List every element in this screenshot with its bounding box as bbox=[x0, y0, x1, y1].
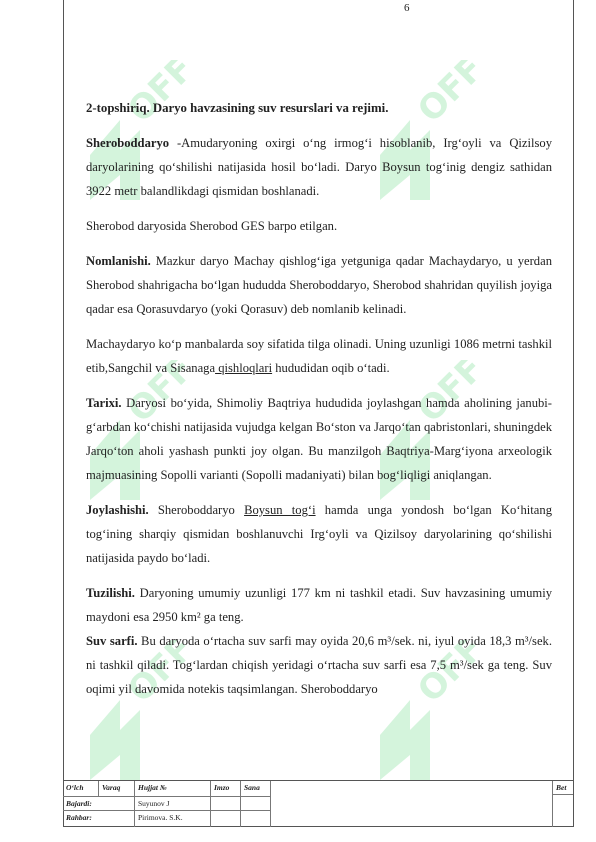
paragraph-discharge: Suv sarfi. Bu daryoda o‘rtacha suv sarfi may oyida 20,6 m³/sek. ni, iyul oyida 18,3 m³/sek. ni tashkil qiladi. Tog‘lardan chiqish yeridagi o‘rtacha suv sarfi esa 7,5 m³/sek ga teng. Suv oqimi yil davomida notekis taqsimlangan. Sheroboddaryo bbox=[86, 634, 552, 696]
varaq-header: Varaq bbox=[99, 781, 135, 797]
rahbar-sana bbox=[241, 811, 271, 827]
svg-text:OFF: OFF bbox=[410, 640, 480, 711]
document-body bbox=[86, 96, 552, 701]
hujjat-header: Hujjat № bbox=[135, 781, 211, 797]
section-heading: Suv sarfi. bbox=[86, 634, 138, 648]
bajardi-imzo bbox=[211, 797, 241, 811]
sana-header: Sana bbox=[241, 781, 271, 797]
paragraph-history: Tarixi. Daryosi bo‘yida, Shimoliy Baqtriya hududida joylashgan hamda aholining janubi-g‘arbdan ko‘chishi natijasida vujudga kelgan Bo‘ston va Jarqo‘tan qabristonlari, shuningdek Jarqo‘ton aholi yashash punkti joy olgan. Bu manzilgoh Baqtriya-Marg‘iyona arxeologik majmuasining Sopolli varianti (Sopolli madaniyati) bilan bog‘liqligi aniqlangan. bbox=[86, 396, 552, 482]
svg-text:OFF: OFF bbox=[120, 60, 190, 131]
section-heading: Tarixi. bbox=[86, 396, 122, 410]
section-heading: Tuzilishi. bbox=[86, 586, 135, 600]
bajardi-label: Bajardi: bbox=[63, 797, 135, 811]
rahbar-imzo bbox=[211, 811, 241, 827]
page-number: 6 bbox=[404, 2, 410, 14]
lead-term: Sheroboddaryo bbox=[86, 136, 170, 150]
paragraph-naming: Nomlanishi. Mazkur daryo Machay qishlog‘iga yetguniga qadar Machaydaryo, u yerdan Sherobod shahrigacha bo‘lgan hududda Sheroboddaryo, Sherobod shahridan quyilish joyiga qadar esa Qorasuvdaryo (yoki Qorasuv) deb nomlanib kelinadi. bbox=[86, 254, 552, 316]
bajardi-sana bbox=[241, 797, 271, 811]
svg-text:OFF: OFF bbox=[120, 640, 190, 711]
task-title: 2-topshiriq. Daryo havzasining suv resurslari va rejimi. bbox=[86, 101, 389, 115]
svg-text:OFF: OFF bbox=[410, 60, 480, 131]
paragraph-intro: Sheroboddaryo -Amudaryoning oxirgi o‘ng irmog‘i hisoblanib, Irg‘oyli va Qizilsoy daryolarining qo‘shilishi natijasida hosil bo‘ladi. Daryo Boysun tog‘inig dengiz sathidan 3922 metr balandlikdagi qismidan boshlanadi. bbox=[86, 136, 552, 198]
rahbar-label: Rahbar: bbox=[63, 811, 135, 827]
paragraph-location: Joylashishi. Sheroboddaryo Boysun tog‘i hamda unga yondosh bo‘lgan Ko‘hitang tog‘ining sharqiy qismidan boshlanuvchi Irg‘oyli va Qizilsoy daryolarining qo‘shilishi natijasida paydo bo‘ladi. bbox=[86, 503, 552, 565]
svg-text:OFF: OFF bbox=[120, 360, 190, 431]
rahbar-value: Pirimova. S.K. bbox=[135, 811, 211, 827]
imzo-header: Imzo bbox=[211, 781, 241, 797]
section-heading: Nomlanishi. bbox=[86, 254, 151, 268]
title-block bbox=[63, 780, 573, 827]
paragraph-machaydaryo: Machaydaryo ko‘p manbalarda soy sifatida tilga olinadi. Uning uzunligi 1086 metrni tashkil etib,Sangchil va Sisanaga qishloqlari hududidan oqib o‘tadi. bbox=[86, 337, 552, 375]
section-heading: Joylashishi. bbox=[86, 503, 149, 517]
title-block-main bbox=[271, 781, 553, 827]
bet-value bbox=[553, 795, 573, 827]
bajardi-value: Suyunov J bbox=[135, 797, 211, 811]
paragraph-structure: Tuzilishi. Daryoning umumiy uzunligi 177 km ni tashkil etadi. Suv havzasining umumiy maydoni esa 2950 km² ga teng. bbox=[86, 586, 552, 624]
paragraph-ges: Sherobod daryosida Sherobod GES barpo etilgan. bbox=[86, 219, 338, 233]
bet-header: Bet bbox=[553, 781, 573, 795]
olch-header: O‘lch bbox=[63, 781, 99, 797]
svg-text:OFF: OFF bbox=[410, 360, 480, 431]
